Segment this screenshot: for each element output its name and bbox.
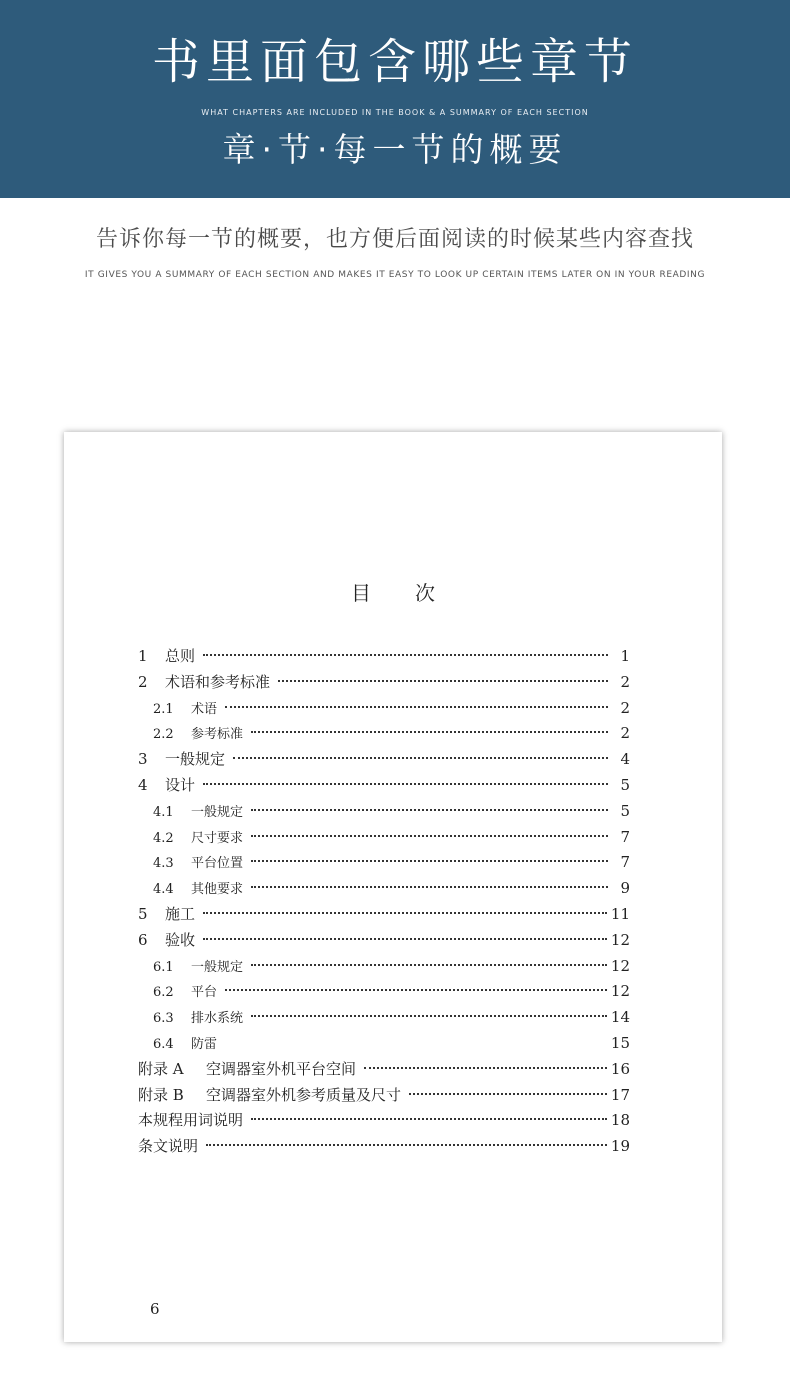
toc-entry-number: 5	[138, 904, 148, 923]
toc-entry	[138, 954, 630, 980]
toc-entry-label: 施工	[165, 904, 196, 923]
toc-entry	[138, 902, 630, 928]
toc-leader-dots	[278, 680, 608, 682]
toc-entry-label: 防雷	[191, 1036, 218, 1052]
toc-leader-dots	[251, 886, 608, 888]
toc-entry-page: 12	[610, 982, 630, 1001]
toc-entry-number: 4	[138, 775, 148, 794]
intro-text-cn: 告诉你每一节的概要，也方便后面阅读的时候某些内容查找	[95, 227, 694, 252]
toc-entry-number: 6.1	[153, 959, 174, 975]
toc-title: 目次	[351, 581, 479, 605]
toc-entry-page: 19	[610, 1137, 630, 1156]
header-banner	[0, 0, 790, 198]
toc-entry-page: 12	[610, 930, 630, 949]
toc-entry-page: 4	[620, 750, 630, 769]
toc-leader-dots	[251, 835, 608, 837]
toc-leader-dots	[203, 938, 607, 940]
toc-entry-number: 2	[138, 672, 148, 691]
page-number: 6	[150, 1300, 160, 1318]
toc-entry	[138, 928, 630, 954]
toc-entry-page: 18	[610, 1111, 630, 1130]
toc-entry-page: 2	[620, 724, 630, 743]
toc-entry	[138, 721, 630, 747]
book-page	[64, 432, 722, 1342]
toc-entry-number: 附录 B	[138, 1085, 184, 1104]
toc-entry-label: 排水系统	[191, 1011, 244, 1027]
table-of-contents	[138, 644, 630, 1160]
toc-entry-number: 2.2	[153, 727, 174, 743]
toc-entry-page: 14	[610, 1008, 630, 1027]
toc-entry-page: 2	[620, 672, 630, 691]
intro-text-en: IT GIVES YOU A SUMMARY OF EACH SECTION AND MAKES IT EASY TO LOOK UP CERTAIN ITEMS LATER ON IN YOUR READING	[84, 270, 706, 280]
toc-leader-dots	[251, 809, 608, 811]
toc-leader-dots	[251, 860, 608, 862]
toc-leader-dots	[203, 912, 607, 914]
toc-entry-number: 6.4	[153, 1036, 174, 1052]
toc-leader-dots	[409, 1093, 607, 1095]
toc-entry-number: 1	[138, 647, 148, 665]
toc-entry-label: 术语	[191, 701, 218, 717]
toc-entry	[138, 747, 630, 773]
toc-entry	[138, 1134, 630, 1160]
toc-leader-dots	[251, 1015, 607, 1017]
toc-entry	[138, 1031, 630, 1057]
toc-entry	[138, 1108, 630, 1134]
toc-entry	[138, 876, 630, 902]
toc-entry-page: 5	[620, 775, 630, 794]
toc-entry	[138, 696, 630, 722]
toc-entry	[138, 1083, 630, 1109]
toc-entry-number: 3	[138, 750, 148, 769]
toc-entry-label: 一般规定	[191, 959, 244, 975]
toc-entry-number: 4.1	[153, 804, 174, 820]
toc-entry-page: 16	[610, 1059, 630, 1078]
toc-entry-label: 总则	[165, 647, 196, 665]
toc-entry	[138, 644, 630, 670]
toc-entry-label: 尺寸要求	[191, 830, 244, 846]
toc-entry-label: 术语和参考标准	[165, 672, 271, 691]
toc-entry-number: 6.2	[153, 985, 174, 1001]
toc-entry-number: 附录 A	[138, 1059, 184, 1078]
toc-entry-number: 2.1	[153, 701, 174, 717]
banner-title: 书里面包含哪些章节	[151, 34, 638, 90]
toc-entry-label: 平台	[191, 985, 218, 1001]
toc-leader-dots	[364, 1067, 607, 1069]
toc-entry-page: 12	[610, 956, 630, 975]
toc-entry-number: 4.2	[153, 830, 174, 846]
toc-entry-page: 9	[620, 879, 630, 898]
toc-entry	[138, 1057, 630, 1083]
toc-entry-label: 空调器室外机平台空间	[206, 1059, 357, 1078]
toc-entry-page: 11	[610, 904, 630, 923]
toc-entry-page: 7	[620, 853, 630, 872]
toc-entry-label: 空调器室外机参考质量及尺寸	[206, 1085, 402, 1104]
toc-entry-label: 条文说明	[138, 1137, 199, 1156]
banner-subtitle-en: WHAT CHAPTERS ARE INCLUDED IN THE BOOK & A SUMMARY OF EACH SECTION	[201, 108, 589, 117]
toc-entry-label: 本规程用词说明	[138, 1111, 244, 1130]
toc-entry-page: 7	[620, 827, 630, 846]
toc-entry-page: 2	[620, 698, 630, 717]
toc-entry-label: 一般规定	[191, 804, 244, 820]
toc-entry	[138, 1005, 630, 1031]
toc-leader-dots	[251, 964, 607, 966]
toc-entry-page: 17	[610, 1085, 630, 1104]
toc-entry	[138, 799, 630, 825]
toc-leader-dots	[251, 731, 608, 733]
toc-leader-dots	[203, 783, 608, 785]
toc-entry-label: 平台位置	[191, 856, 244, 872]
toc-entry-label: 设计	[165, 775, 196, 794]
toc-entry	[138, 979, 630, 1005]
toc-entry	[138, 773, 630, 799]
toc-entry-page: 5	[620, 801, 630, 820]
toc-entry-number: 4.3	[153, 856, 174, 872]
toc-entry-page: 1	[620, 647, 630, 665]
toc-leader-dots	[206, 1144, 607, 1146]
toc-entry	[138, 670, 630, 696]
toc-entry-number: 6.3	[153, 1011, 174, 1027]
toc-leader-dots	[225, 989, 607, 991]
toc-leader-dots	[251, 1118, 607, 1120]
toc-entry	[138, 825, 630, 851]
toc-entry	[138, 850, 630, 876]
toc-entry-label: 参考标准	[191, 727, 244, 743]
toc-entry-number: 6	[138, 930, 148, 949]
toc-leader-dots	[233, 757, 608, 759]
toc-entry-page: 15	[610, 1033, 630, 1052]
toc-entry-label: 一般规定	[165, 750, 226, 769]
toc-entry-label: 验收	[165, 930, 196, 949]
toc-leader-dots	[203, 654, 608, 656]
toc-entry-number: 4.4	[153, 882, 174, 898]
toc-leader-dots	[225, 706, 608, 708]
banner-subtitle-cn: 章·节·每一节的概要	[222, 130, 568, 169]
toc-entry-label: 其他要求	[191, 882, 244, 898]
